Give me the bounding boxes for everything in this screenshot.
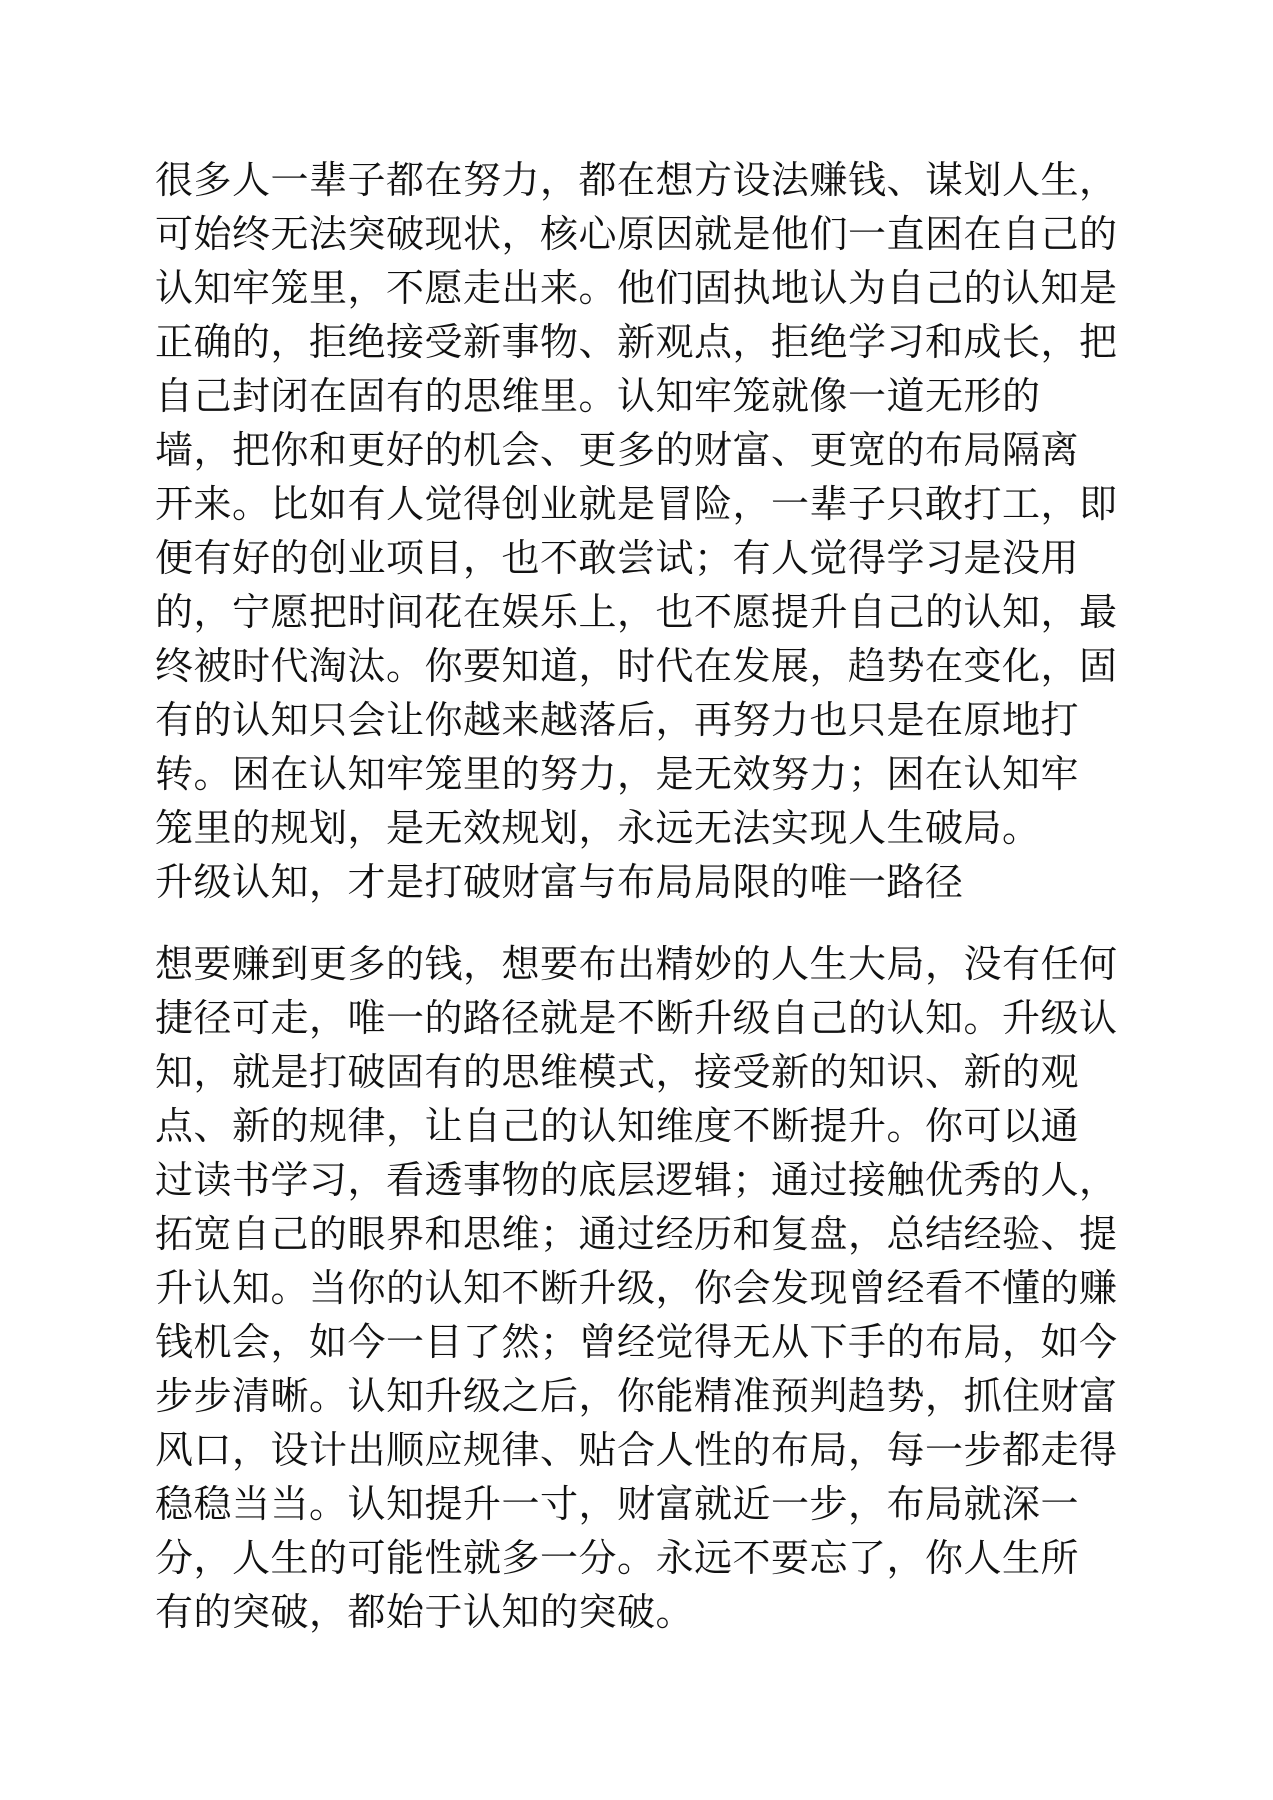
text-line: 知，就是打破固有的思维模式，接受新的知识、新的观 xyxy=(155,1050,1080,1094)
text-line: 笼里的规划，是无效规划，永远无法实现人生破局。 xyxy=(155,806,1041,850)
text-line: 想要赚到更多的钱，想要布出精妙的人生大局，没有任何 xyxy=(155,942,1118,986)
text-line: 开来。比如有人觉得创业就是冒险，一辈子只敢打工，即 xyxy=(155,482,1118,526)
text-line: 的，宁愿把时间花在娱乐上，也不愿提升自己的认知，最 xyxy=(155,590,1118,634)
section-heading: 升级认知，才是打破财富与布局局限的唯一路径 xyxy=(155,860,964,904)
text-line: 钱机会，如今一目了然；曾经觉得无从下手的布局，如今 xyxy=(155,1320,1118,1364)
text-line: 点、新的规律，让自己的认知维度不断提升。你可以通 xyxy=(155,1104,1080,1148)
text-line: 正确的，拒绝接受新事物、新观点，拒绝学习和成长，把 xyxy=(155,320,1118,364)
text-line: 过读书学习，看透事物的底层逻辑；通过接触优秀的人， xyxy=(155,1158,1118,1202)
text-line: 步步清晰。认知升级之后，你能精准预判趋势，抓住财富 xyxy=(155,1374,1118,1418)
text-line: 终被时代淘汰。你要知道，时代在发展，趋势在变化，固 xyxy=(155,644,1118,688)
text-line: 捷径可走，唯一的路径就是不断升级自己的认知。升级认 xyxy=(155,996,1118,1040)
paragraph-2 xyxy=(155,937,1135,1639)
text-line: 转。困在认知牢笼里的努力，是无效努力；困在认知牢 xyxy=(155,752,1080,796)
text-line: 分，人生的可能性就多一分。永远不要忘了，你人生所 xyxy=(155,1536,1080,1580)
text-line: 认知牢笼里，不愿走出来。他们固执地认为自己的认知是 xyxy=(155,266,1118,310)
paragraph-1 xyxy=(155,153,1135,909)
text-line: 升认知。当你的认知不断升级，你会发现曾经看不懂的赚 xyxy=(155,1266,1118,1310)
text-line: 风口，设计出顺应规律、贴合人性的布局，每一步都走得 xyxy=(155,1428,1118,1472)
text-line: 便有好的创业项目，也不敢尝试；有人觉得学习是没用 xyxy=(155,536,1080,580)
text-line: 稳稳当当。认知提升一寸，财富就近一步，布局就深一 xyxy=(155,1482,1080,1526)
text-line: 有的突破，都始于认知的突破。 xyxy=(155,1590,695,1634)
text-line: 很多人一辈子都在努力，都在想方设法赚钱、谋划人生， xyxy=(155,158,1118,202)
text-line: 有的认知只会让你越来越落后，再努力也只是在原地打 xyxy=(155,698,1080,742)
text-line: 拓宽自己的眼界和思维；通过经历和复盘，总结经验、提 xyxy=(155,1212,1118,1256)
text-line: 墙，把你和更好的机会、更多的财富、更宽的布局隔离 xyxy=(155,428,1080,472)
text-line: 自己封闭在固有的思维里。认知牢笼就像一道无形的 xyxy=(155,374,1041,418)
text-line: 可始终无法突破现状，核心原因就是他们一直困在自己的 xyxy=(155,212,1118,256)
